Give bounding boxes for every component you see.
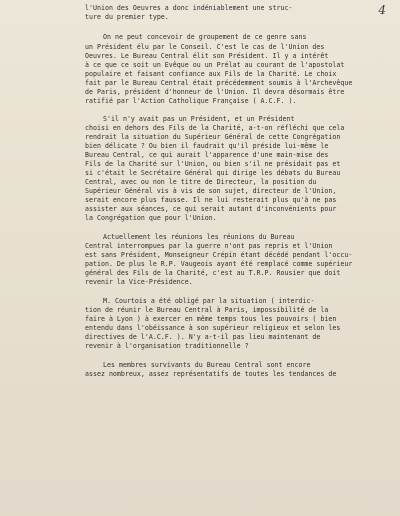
text-line: fait par le Bureau Central était précédemment soumis à l'Archevêque <box>85 79 353 87</box>
text-line: à ce que ce soit un Evêque ou un Prélat au courant de l'apostolat <box>85 61 345 69</box>
text-line: assez nombreux, assez représentatifs de toutes les tendances de <box>85 370 337 378</box>
text-line: général des Fils de la Charité, c'est au T.R.P. Rousier que doit <box>85 269 341 277</box>
text-line: entendu dans l'obéissance à son supérieur religieux et selon les <box>85 324 341 332</box>
text-line: revenir la Vice-Présidence. <box>85 278 193 286</box>
text-line: si c'était le Secrétaire Général qui dirige les débats du Bureau <box>85 169 341 177</box>
text-line: Oeuvres. Le Bureau Central élit son Président. Il y a intérêt <box>85 52 329 60</box>
text-line: ture du premier type. <box>85 13 169 21</box>
text-line: bien délicate ? Ou bien il faudrait qu'il préside lui-même le <box>85 142 329 150</box>
text-line: Central interrompues par la guerre n'ont pas repris et l'Union <box>85 242 333 250</box>
text-line: revenir à l'organisation traditionnelle ? <box>85 342 249 350</box>
text-line: faire à Lyon ) à exercer en même temps tous les pouvoirs ( bien <box>85 315 337 323</box>
text-line: populaire et faisant confiance aux Fils de la Charité. Le choix <box>85 70 337 78</box>
text-line: serait encore plus fausse. Il ne lui resterait plus qu'à ne pas <box>85 196 337 204</box>
text-line: Bureau Central, ce qui aurait l'apparence d'une main-mise des <box>85 151 329 159</box>
text-line: est sans Président, Monseigneur Crépin étant décédé pendant l'occu- <box>85 251 353 259</box>
page-number: 4 <box>378 3 386 17</box>
text-line: pation. De plus le R.P. Vaugeois ayant été remplacé comme supérieur <box>85 260 353 268</box>
text-line: la Congrégation que pour l'Union. <box>85 214 217 222</box>
text-line: rendrait la situation du Supérieur Général de cette Congrégation <box>85 133 341 141</box>
text-line: On ne peut concevoir de groupement de ce genre sans <box>103 33 307 41</box>
text-line: assister aux séances, ce qui serait autant d'inconvénients pour <box>85 205 337 213</box>
text-line: M. Courtois a été obligé par la situation ( interdic- <box>103 297 315 305</box>
text-line: directives de l'A.C.F. ). N'y a-t-il pas lieu maintenant de <box>85 333 321 341</box>
text-line: tion de réunir le Bureau Central à Paris, impossibilité de la <box>85 306 329 314</box>
text-line: choisi en dehors des Fils de la Charité, a-t-on réfléchi que cela <box>85 124 345 132</box>
text-line: ratifié par l'Action Catholique Française ( A.C.F. ). <box>85 97 297 105</box>
text-line: de Paris, président d'honneur de l'Union. Il devra désormais être <box>85 88 345 96</box>
text-line: Supérieur Général vis à vis de son sujet, directeur de l'Union, <box>85 187 337 195</box>
text-line: S'il n'y avait pas un Président, et un Président <box>103 115 295 123</box>
text-line: Actuellement les réunions les réunions du Bureau <box>103 233 295 241</box>
text-line: Les membres survivants du Bureau Central sont encore <box>103 361 311 369</box>
text-line: Central, avec ou non le titre de Directeur, la position du <box>85 178 317 186</box>
text-line: Fils de la Charité sur l'Union, ou bien s'il ne présidait pas et <box>85 160 341 168</box>
text-line: l'Union des Oeuvres a donc indéniablement une struc- <box>85 4 293 12</box>
text-line: un Président élu par le Conseil. C'est le cas de l'Union des <box>85 43 325 51</box>
